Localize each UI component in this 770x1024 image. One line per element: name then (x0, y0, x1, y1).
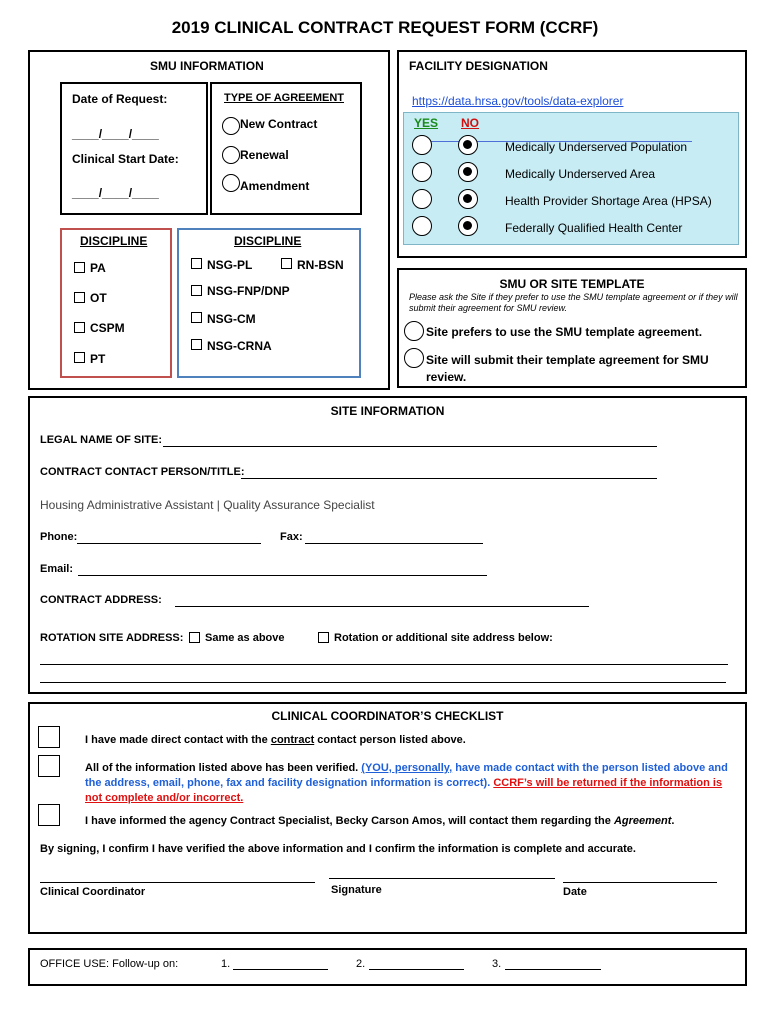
legal-name-label: LEGAL NAME OF SITE: (40, 434, 163, 446)
nsg-crna-checkbox[interactable] (191, 339, 202, 350)
amendment-label: Amendment (240, 179, 310, 193)
template-heading: SMU OR SITE TEMPLATE (499, 277, 645, 291)
nsg-cm-label: NSG-CM (207, 312, 256, 326)
checklist-item-2-checkbox[interactable] (38, 755, 60, 777)
yes-label: YES (414, 116, 439, 130)
followup-1-number: 1. (221, 958, 231, 970)
hpsa-label: Health Provider Shortage Area (HPSA) (505, 194, 712, 208)
fax-label: Fax: (280, 531, 303, 543)
hpsa-no-radio[interactable] (458, 189, 478, 209)
cspm-label: CSPM (90, 321, 125, 335)
mua-no-radio[interactable] (458, 162, 478, 182)
site-heading: SITE INFORMATION (330, 404, 445, 418)
smu-template-label: Site prefers to use the SMU template agreement. (426, 325, 703, 339)
item3-text-pre: I have informed the agency Contract Specialist, Becky Carson Amos, will contact them regarding the (85, 815, 614, 827)
pa-checkbox[interactable] (74, 262, 85, 273)
mup-label: Medically Underserved Population (505, 140, 688, 154)
phone-label: Phone: (40, 531, 78, 543)
pt-checkbox[interactable] (74, 352, 85, 363)
nsg-crna-label: NSG-CRNA (207, 339, 272, 353)
hrsa-link[interactable]: https://data.hrsa.gov/tools/data-explorer (412, 94, 624, 108)
pt-label: PT (90, 352, 106, 366)
additional-address-label: Rotation or additional site address below: (334, 632, 553, 644)
followup-2-number: 2. (356, 958, 366, 970)
email-label: Email: (40, 563, 74, 575)
signing-statement: By signing, I confirm I have verified the above information and I confirm the information is complete and accurate. (40, 843, 636, 855)
smu-heading: SMU INFORMATION (150, 59, 264, 73)
clinical-start-label: Clinical Start Date: (72, 152, 179, 166)
item1-text-post: contact person listed above. (314, 734, 466, 746)
phone-field[interactable] (77, 543, 261, 544)
item2-text-red: CCRF’s will be returned if the information is not complete and/or incorrect. (85, 777, 723, 804)
office-use-label: OFFICE USE: Follow-up on: (40, 958, 179, 970)
mup-yes-radio[interactable] (412, 135, 432, 155)
nsg-fnp-dnp-checkbox[interactable] (191, 285, 202, 296)
renewal-radio[interactable] (222, 146, 240, 164)
amendment-radio[interactable] (222, 174, 240, 192)
item2-text-blue: have made contact with the person listed above and the address, email, phone, fax and facility designation information is correct). (85, 762, 728, 789)
cspm-checkbox[interactable] (74, 322, 85, 333)
rn-bsn-label: RN-BSN (297, 258, 344, 272)
coordinator-line[interactable] (40, 882, 315, 883)
followup-1-field[interactable] (233, 969, 328, 970)
date-of-request-field[interactable]: ____/____/____ (72, 127, 159, 141)
contract-address-field[interactable] (175, 606, 589, 607)
fqhc-no-radio[interactable] (458, 216, 478, 236)
item1-text-pre: I have made direct contact with the (85, 734, 271, 746)
item2-text-blue-underline: (YOU, personally, (361, 762, 453, 774)
fqhc-label: Federally Qualified Health Center (505, 221, 683, 235)
new-contract-label: New Contract (240, 117, 318, 131)
followup-3-field[interactable] (505, 969, 601, 970)
followup-2-field[interactable] (369, 969, 464, 970)
checklist-item-2 (85, 761, 730, 806)
site-template-radio[interactable] (404, 348, 424, 368)
followup-3-number: 3. (492, 958, 502, 970)
smu-template-radio[interactable] (404, 321, 424, 341)
mua-yes-radio[interactable] (412, 162, 432, 182)
checklist-item-1-checkbox[interactable] (38, 726, 60, 748)
discipline-left-heading: DISCIPLINE (80, 234, 148, 248)
site-template-label: Site will submit their template agreement for SMU review. (426, 353, 709, 384)
contract-address-label: CONTRACT ADDRESS: (40, 594, 162, 606)
item3-text-post: . (671, 815, 675, 827)
rotation-site-label: ROTATION SITE ADDRESS: (40, 632, 184, 644)
item1-text-underline: contract (270, 734, 315, 746)
contact-person-value: Housing Administrative Assistant | Quality Assurance Specialist (40, 498, 375, 512)
same-as-above-checkbox[interactable] (189, 632, 200, 643)
rotation-address-line-2[interactable] (40, 682, 726, 683)
form-title: 2019 CLINICAL CONTRACT REQUEST FORM (CCRF) (171, 18, 599, 37)
ot-checkbox[interactable] (74, 292, 85, 303)
clinical-start-field[interactable]: ____/____/____ (72, 186, 159, 200)
contact-person-field[interactable] (241, 478, 657, 479)
nsg-pl-checkbox[interactable] (191, 258, 202, 269)
nsg-cm-checkbox[interactable] (191, 312, 202, 323)
signature-label: Signature (331, 884, 382, 896)
legal-name-field[interactable] (163, 446, 657, 447)
ot-label: OT (90, 291, 107, 305)
checklist-item-3 (85, 815, 674, 827)
rotation-address-line-1[interactable] (40, 664, 728, 665)
email-field[interactable] (78, 575, 487, 576)
fqhc-yes-radio[interactable] (412, 216, 432, 236)
new-contract-radio[interactable] (222, 117, 240, 135)
date-label: Date (563, 886, 587, 898)
checklist-heading: CLINICAL COORDINATOR’S CHECKLIST (271, 709, 504, 723)
item2-text-a: All of the information listed above has been verified. (85, 762, 362, 774)
checklist-item-1 (85, 734, 466, 746)
discipline-right-box (177, 228, 361, 378)
agreement-heading: TYPE OF AGREEMENT (224, 92, 344, 104)
no-label: NO (461, 116, 479, 130)
renewal-label: Renewal (240, 148, 289, 162)
same-as-above-label: Same as above (205, 632, 285, 644)
discipline-right-heading: DISCIPLINE (234, 234, 302, 248)
signature-line[interactable] (329, 878, 555, 879)
nsg-pl-label: NSG-PL (207, 258, 253, 272)
item3-text-em: Agreement (613, 815, 672, 827)
nsg-fnp-dnp-label: NSG-FNP/DNP (207, 284, 290, 298)
additional-address-checkbox[interactable] (318, 632, 329, 643)
fax-field[interactable] (305, 543, 483, 544)
date-of-request-label: Date of Request: (72, 92, 168, 106)
template-note: Please ask the Site if they prefer to use the SMU template agreement or if they will submit their agreement for SMU review. (409, 292, 738, 313)
checklist-item-3-checkbox[interactable] (38, 804, 60, 826)
mup-no-radio[interactable] (458, 135, 478, 155)
hpsa-yes-radio[interactable] (412, 189, 432, 209)
contact-person-label: CONTRACT CONTACT PERSON/TITLE: (40, 466, 245, 478)
facility-heading: FACILITY DESIGNATION (409, 59, 548, 73)
coordinator-label: Clinical Coordinator (40, 886, 146, 898)
pa-label: PA (90, 261, 106, 275)
mua-label: Medically Underserved Area (505, 167, 656, 181)
date-line[interactable] (563, 882, 717, 883)
rn-bsn-checkbox[interactable] (281, 258, 292, 269)
